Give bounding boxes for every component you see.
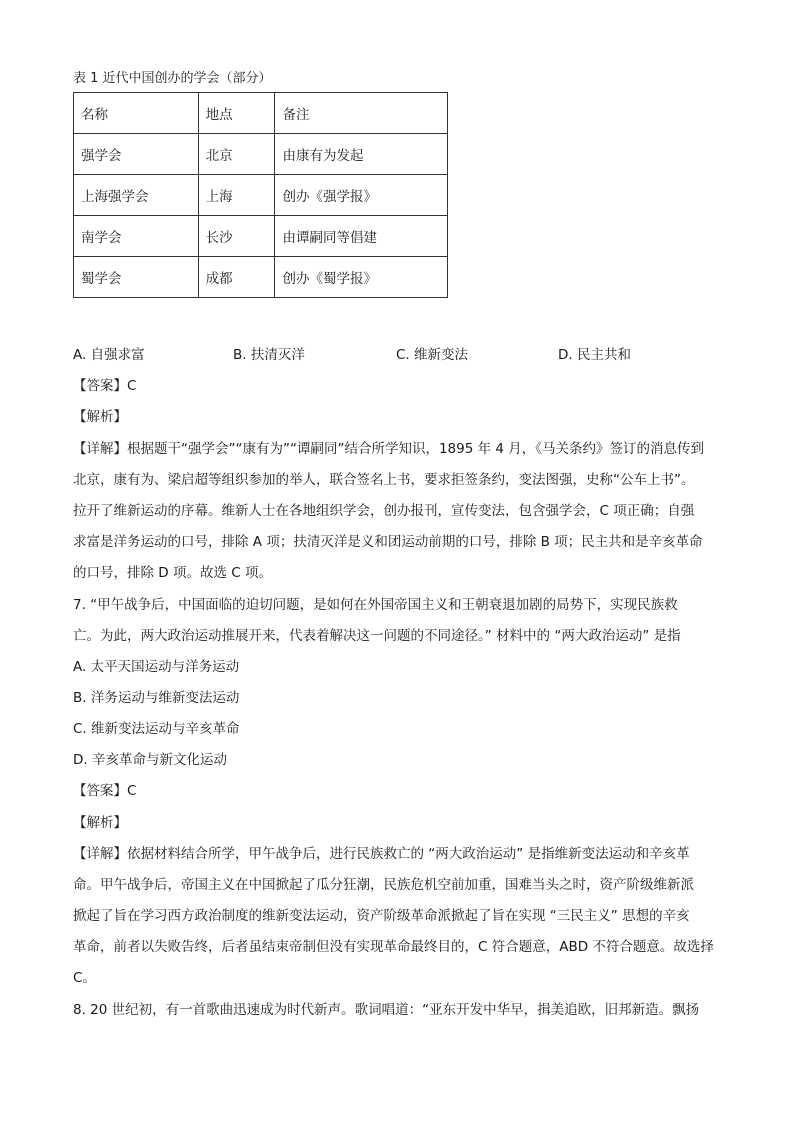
- q8-stem-line: 8. 20 世纪初，有一首歌曲迅速成为时代新声。歌词唱道：“亚东开发中华早，揖美追欧，旧邦新造。飘扬: [73, 1002, 700, 1018]
- table-cell: 强学会: [74, 134, 199, 175]
- q6-option-c: C. 维新变法: [396, 347, 469, 363]
- q7-detail-line: 掀起了旨在学习西方政治制度的维新变法运动，资产阶级革命派掀起了旨在实现 “三民主义” 思想的辛亥: [73, 908, 690, 924]
- table-cell: 创办《强学报》: [275, 175, 448, 216]
- q6-options: [73, 343, 733, 363]
- table-cell: 由康有为发起: [275, 134, 448, 175]
- table-cell: 上海: [198, 175, 275, 216]
- table-cell: 北京: [198, 134, 275, 175]
- table-header-cell: 名称: [74, 93, 199, 134]
- table-cell: 蜀学会: [74, 257, 199, 298]
- q7-detail-line: 命。甲午战争后，帝国主义在中国掀起了瓜分狂潮，民族危机空前加重，国难当头之时，资产阶级维新派: [73, 877, 694, 893]
- table-cell: 长沙: [198, 216, 275, 257]
- q6-detail-line: 北京，康有为、梁启超等组织参加的举人，联合签名上书，要求拒签条约，变法图强，史称“公车上书”。: [73, 472, 695, 488]
- q7-option-a: A. 太平天国运动与洋务运动: [73, 659, 240, 675]
- q7-option-d: D. 辛亥革命与新文化运动: [73, 752, 227, 768]
- q6-detail-line: 拉开了维新运动的序幕。维新人士在各地组织学会，创办报刊，宣传变法，包含强学会，C 项正确；自强: [73, 503, 695, 519]
- q7-detail-line: 革命，前者以失败告终，后者虽结束帝制但没有实现革命最终目的，C 符合题意，ABD 不符合题意。故选择: [73, 939, 714, 955]
- table-caption: 表 1 近代中国创办的学会（部分）: [73, 71, 272, 86]
- q7-option-c: C. 维新变法运动与辛亥革命: [73, 721, 240, 737]
- q7-analysis-label: 【解析】: [73, 815, 127, 831]
- table-cell: 创办《蜀学报》: [275, 257, 448, 298]
- table-cell: 由谭嗣同等倡建: [275, 216, 448, 257]
- q6-detail-line: 【详解】根据题干“强学会”“康有为”“谭嗣同”结合所学知识，1895 年 4 月，《马关条约》签订的消息传到: [73, 441, 705, 457]
- societies-table: [73, 92, 448, 298]
- q7-answer: 【答案】C: [73, 783, 137, 799]
- table-row: [74, 216, 448, 257]
- q7-stem-line: 亡。为此，两大政治运动推展开来，代表着解决这一问题的不同途径。” 材料中的 “两大政治运动” 是指: [73, 628, 681, 644]
- q7-option-b: B. 洋务运动与维新变法运动: [73, 690, 240, 706]
- q6-detail-line: 的口号，排除 D 项。故选 C 项。: [73, 565, 272, 581]
- q6-analysis-label: 【解析】: [73, 409, 127, 425]
- table-row: [74, 257, 448, 298]
- table-header-row: [74, 93, 448, 134]
- q7-detail-line: C。: [73, 970, 96, 986]
- table-cell: 成都: [198, 257, 275, 298]
- table-row: [74, 175, 448, 216]
- table-header-cell: 地点: [198, 93, 275, 134]
- q6-answer: 【答案】C: [73, 378, 137, 394]
- table-cell: 上海强学会: [74, 175, 199, 216]
- table-cell: 南学会: [74, 216, 199, 257]
- q7-detail-line: 【详解】依据材料结合所学，甲午战争后，进行民族救亡的 “两大政治运动” 是指维新变法运动和辛亥革: [73, 846, 690, 862]
- q6-option-b: B. 扶清灭洋: [233, 347, 305, 363]
- q6-option-a: A. 自强求富: [73, 347, 145, 363]
- table-row: [74, 134, 448, 175]
- q6-detail-line: 求富是洋务运动的口号，排除 A 项；扶清灭洋是义和团运动前期的口号，排除 B 项；民主共和是辛亥革命: [73, 534, 703, 550]
- q7-stem-line: 7. “甲午战争后，中国面临的迫切问题，是如何在外国帝国主义和王朝衰退加剧的局势下，实现民族救: [73, 597, 678, 613]
- q6-option-d: D. 民主共和: [558, 347, 631, 363]
- table-header-cell: 备注: [275, 93, 448, 134]
